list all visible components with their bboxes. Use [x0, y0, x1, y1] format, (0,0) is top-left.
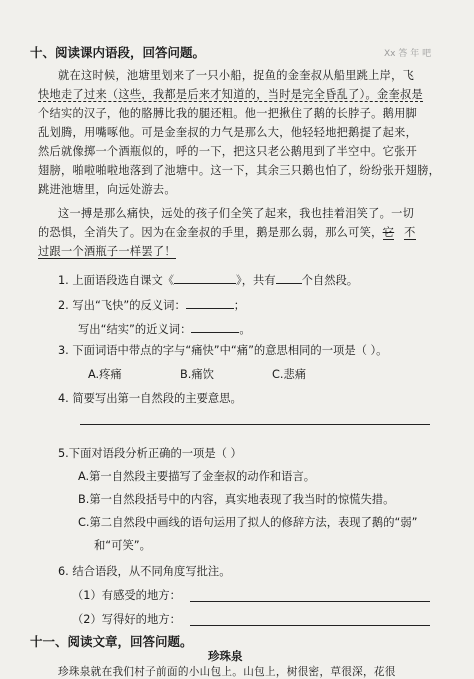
- passage-line: 然后就像掷一个酒瓶似的，呼的一下，把这只老公鹅甩到了半空中。它张开: [38, 145, 418, 158]
- passage-line: 跳进池塘里，向远处游去。: [38, 183, 176, 196]
- answer-line-q6-2[interactable]: [190, 625, 430, 626]
- answer-line-q4[interactable]: [80, 424, 430, 425]
- passage-line: 乱划腾，用嘴啄他。可是金奎叔的力气是那么大，他轻轻地把鹅提了起来，: [38, 126, 418, 139]
- question-5-option-c[interactable]: C.第二自然段中画线的语句运用了拟人的修辞方法，表现了鹅的“弱”: [78, 516, 418, 529]
- passage-line: 快地走了过来（这些，我都是后来才知道的，当时是完全昏乱了）。金奎叔是: [38, 88, 423, 101]
- passage-line: 个结实的汉子，他的胳膊比我的腿还粗。他一把揪住了鹅的长脖子。鹅用脚: [38, 107, 418, 120]
- answer-blank-synonym[interactable]: [191, 320, 239, 333]
- answer-blank-count[interactable]: [276, 271, 302, 284]
- answer-blank-antonym[interactable]: [186, 296, 234, 309]
- article-line: 珍珠泉就在我们村子前面的小山包上。山包上，树很密，草很深，花很: [58, 666, 396, 678]
- question-3-option-a[interactable]: A.疼痛: [88, 368, 122, 381]
- question-6-stem: 6. 结合语段，从不同角度写批注。: [58, 565, 231, 578]
- question-6-part-1: （1）有感受的地方：: [72, 589, 181, 602]
- passage-line: 就在这时候，池塘里划来了一只小船，捉鱼的金奎叔从船里跳上岸，飞: [58, 69, 415, 82]
- question-1: 1. 上面语段选自课文《 》，共有 个自然段。: [58, 271, 358, 288]
- question-5-option-b[interactable]: B.第一自然段括号中的内容，真实地表现了我当时的惊慌失措。: [78, 493, 395, 506]
- answer-line-q6-1[interactable]: [190, 601, 430, 602]
- question-3-stem: 3. 下面词语中带点的字与“痛快”中“痛”的意思相同的一项是（ ）。: [58, 344, 388, 357]
- question-5-stem: 5.下面对语段分析正确的一项是（ ）: [58, 447, 242, 460]
- question-5-option-c-cont: 和“可笑”。: [94, 539, 151, 552]
- question-2a: 2. 写出“飞快”的反义词： ；: [58, 296, 245, 313]
- bleed-through-text: Xx 答 年 吧: [384, 49, 432, 59]
- question-5-option-a[interactable]: A.第一自然段主要描写了金奎叔的动作和语言。: [78, 470, 316, 483]
- question-3-option-c[interactable]: C.悲痛: [272, 368, 307, 381]
- article-title: 珍珠泉: [208, 649, 243, 663]
- question-4: 4. 简要写出第一自然段的主要意思。: [58, 392, 242, 405]
- answer-blank-title[interactable]: [174, 271, 236, 284]
- question-2b: 写出“结实”的近义词： 。: [78, 320, 251, 337]
- passage-line: 这一搏是那么痛快，远处的孩子们全笑了起来，我也挂着泪笑了。一切: [58, 207, 415, 220]
- passage-line: 翅膀，啪啦啪啦地落到了池塘中。这一下，其余三只鹅也怕了，纷纷张开翅膀，: [38, 164, 441, 177]
- question-3-option-b[interactable]: B.痛饮: [180, 368, 214, 381]
- section-10-title: 十、阅读课内语段，回答问题。: [30, 45, 206, 60]
- underlined-sentence-start: 它: [382, 226, 395, 239]
- section-11-title: 十一、阅读文章，回答问题。: [30, 634, 193, 649]
- passage-line: 的恐惧，全消失了。因为在金奎叔的手里，鹅是那么弱，那么可笑，它 不: [38, 226, 416, 239]
- underlined-sentence: 过跟一个酒瓶子一样罢了！: [38, 245, 176, 258]
- question-6-part-2: （2）写得好的地方：: [72, 613, 181, 626]
